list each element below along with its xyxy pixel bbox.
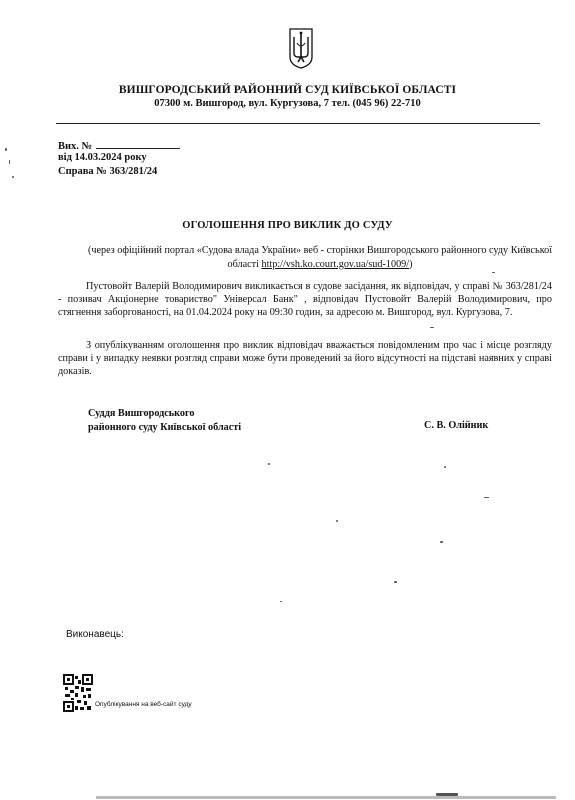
executor-label: Виконавець:	[66, 629, 124, 640]
subtitle-text: (через офіційний портал «Судова влада України» веб - сторінки Вишгородського районного суду Київської області	[87, 245, 553, 270]
court-address: 07300 м. Вишгород, вул. Кургузова, 7 тел. (045 96) 22-710	[154, 98, 421, 109]
notice-subtitle	[80, 244, 560, 271]
qr-caption: Опублікування на веб-сайт суду	[95, 701, 192, 708]
scan-bottom-edge	[96, 796, 556, 799]
judge-name: С. В. Олійник	[424, 420, 489, 431]
outgoing-number	[58, 139, 180, 152]
scan-speck	[492, 272, 495, 273]
scan-speck	[336, 520, 338, 522]
outgoing-label: Вих. №	[58, 141, 93, 152]
scan-speck	[484, 497, 489, 498]
judge-position-line-2: районного суду Київської області	[88, 422, 242, 433]
consequence-paragraph: З опублікуванням оголошення про виклик відповідач вважається повідомленим про час і місце розгляду справи і у випадку неявки розгляд справи може бути проведений за його відсутності на підставі наявних у справі доказів.	[58, 340, 552, 378]
scan-speck	[5, 148, 7, 151]
scan-speck	[268, 463, 270, 465]
notice-title: ОГОЛОШЕННЯ ПРО ВИКЛИК ДО СУДУ	[182, 220, 393, 231]
court-website-link[interactable]: http://vsh.ko.court.gov.ua/sud-1009/	[261, 258, 410, 270]
case-number: Справа № 363/281/24	[58, 166, 158, 177]
header-divider	[56, 123, 540, 124]
judge-position-line-1: Суддя Вишгородського	[88, 408, 195, 419]
subtitle-closing: )	[409, 258, 413, 270]
summons-paragraph: Пустовойт Валерій Володимирович викликається в судове засідання, як відповідач, у справі № 363/281/24 - позивач Акціонерне товариство" Універсал Банк" , відповідач Пустовойт Валерій Володимирович, про стягнення заборгованості, на 01.04.2024 року на 09:30 годин, за адресою м. Вишгород, вул. Кургузова, 7.	[58, 281, 552, 319]
qr-code-icon	[63, 674, 93, 712]
scan-speck	[444, 466, 446, 468]
scan-speck	[280, 601, 282, 602]
court-name: ВИШГОРОДСЬКИЙ РАЙОННИЙ СУД КИЇВСЬКОЇ ОБЛАСТІ	[118, 84, 457, 96]
scan-speck	[394, 581, 397, 583]
judge-position	[88, 407, 241, 435]
scan-speck	[12, 176, 14, 178]
scan-speck	[440, 541, 443, 543]
document-date: від 14.03.2024 року	[58, 152, 147, 163]
scan-speck	[430, 327, 434, 328]
outgoing-number-blank	[96, 139, 180, 149]
trident-emblem-icon	[288, 27, 314, 69]
scan-speck	[9, 160, 10, 164]
